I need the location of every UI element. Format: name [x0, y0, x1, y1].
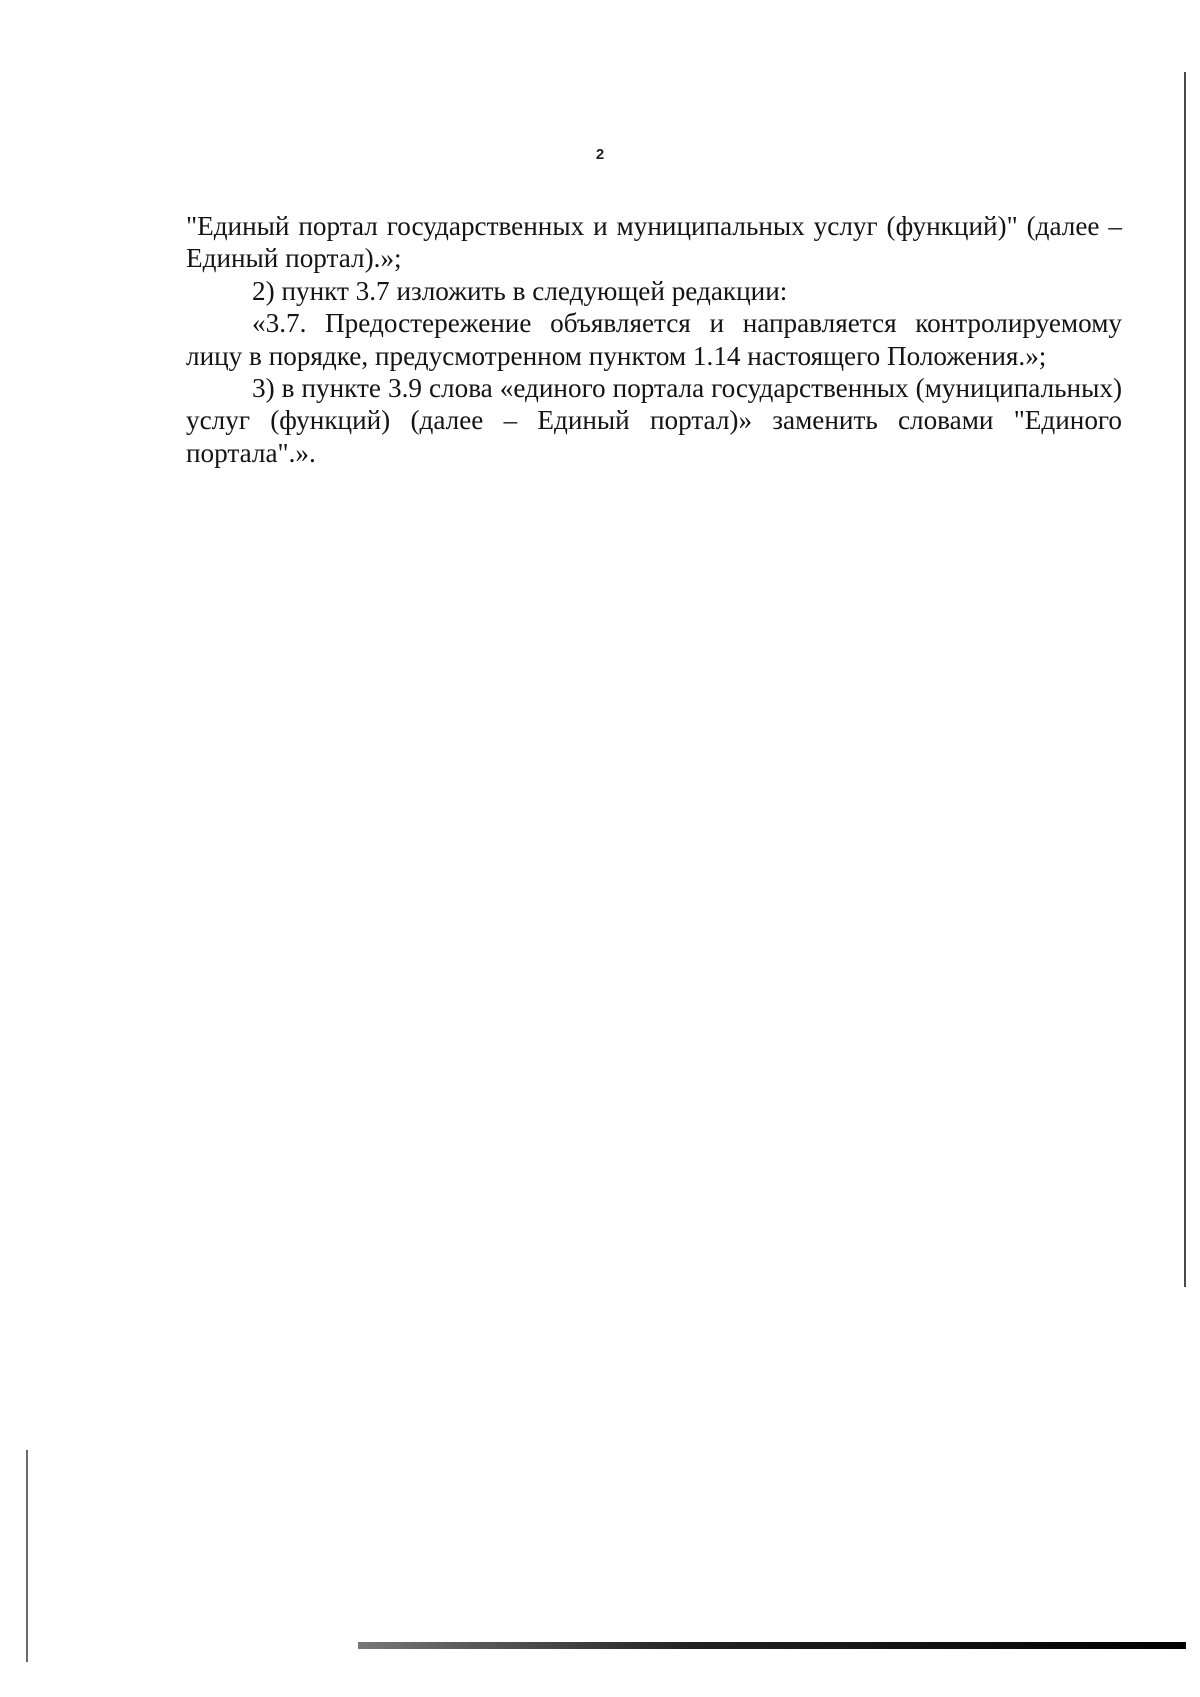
page-number: 2: [595, 146, 605, 163]
scan-bottom-bar: [358, 1642, 1186, 1649]
document-body: [186, 210, 1122, 469]
paragraph-clause-3-7: «3.7. Предостережение объявляется и направляется контролируемому лицу в порядке, предусмотренном пунктом 1.14 настоящего Положения.»;: [186, 308, 1122, 371]
scan-edge-right: [1184, 72, 1186, 1287]
scan-edge-left: [26, 1450, 28, 1662]
paragraph-item-2: 2) пункт 3.7 изложить в следующей редакции:: [252, 275, 788, 306]
paragraph-item-3: 3) в пункте 3.9 слова «единого портала государственных (муниципальных) услуг (функций) (далее – Единый портал)» заменить словами "Единого портала".».: [186, 373, 1122, 468]
paragraph-portal-definition: "Единый портал государственных и муниципальных услуг (функций)" (далее – Единый портал).»;: [186, 211, 1122, 274]
